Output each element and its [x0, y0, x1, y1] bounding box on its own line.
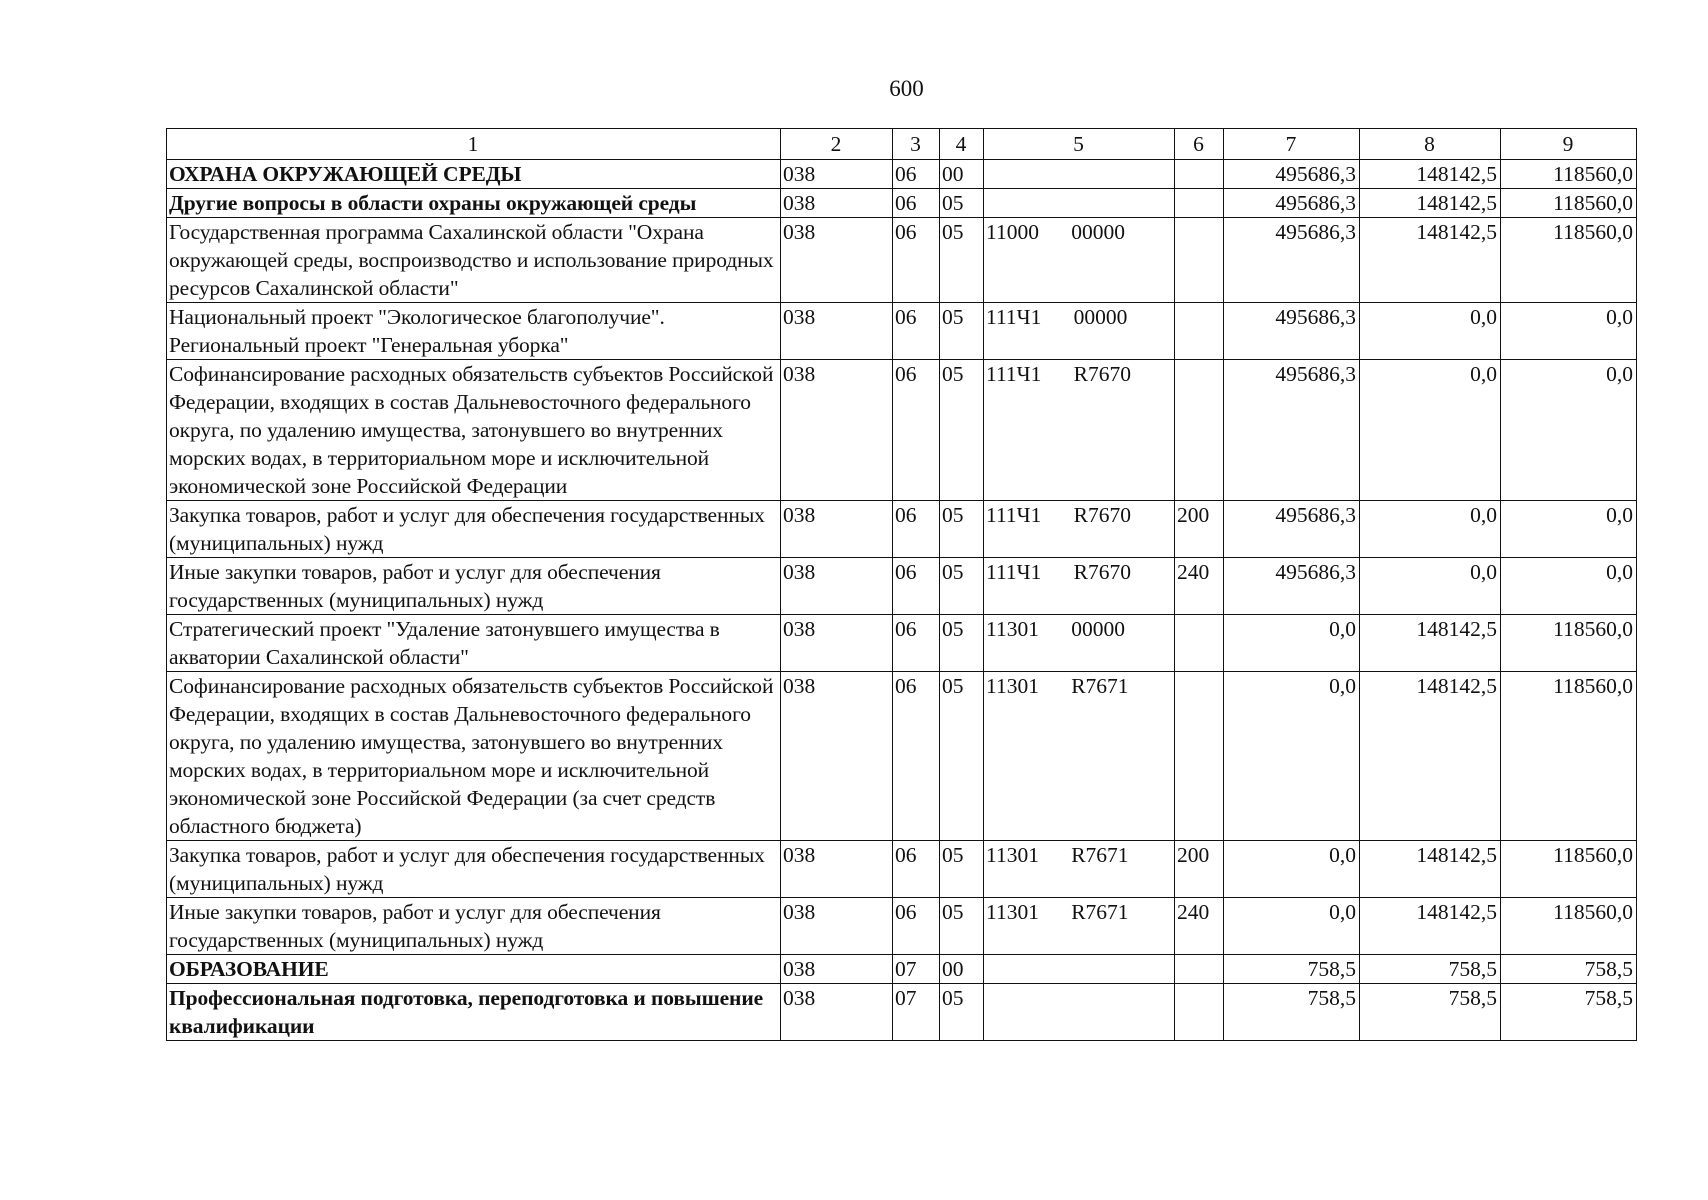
- row-subsection-cell: 05: [940, 360, 984, 501]
- row-year-1-value: 758,5: [1224, 955, 1360, 984]
- row-year-1-value: 758,5: [1224, 984, 1360, 1041]
- header-cell-year-3: 9: [1501, 129, 1637, 160]
- row-year-2-value: 148142,5: [1360, 160, 1501, 189]
- row-subsection-cell: 05: [940, 841, 984, 898]
- row-section-cell: 06: [893, 672, 940, 841]
- header-cell-section: 3: [893, 129, 940, 160]
- row-target-article-cell: [984, 955, 1175, 984]
- row-target-article-cell: [984, 189, 1175, 218]
- row-grbs-cell: 038: [781, 189, 893, 218]
- row-name-cell: ОХРАНА ОКРУЖАЮЩЕЙ СРЕДЫ: [167, 160, 781, 189]
- row-year-1-value: 495686,3: [1224, 360, 1360, 501]
- table-row: [167, 501, 1637, 558]
- row-year-3-value: 0,0: [1501, 558, 1637, 615]
- header-cell-target-article: 5: [984, 129, 1175, 160]
- table-row: [167, 984, 1637, 1041]
- table-row: [167, 841, 1637, 898]
- row-grbs-cell: 038: [781, 955, 893, 984]
- row-section-cell: 06: [893, 898, 940, 955]
- table-row: [167, 218, 1637, 303]
- row-section-cell: 06: [893, 841, 940, 898]
- row-grbs-cell: 038: [781, 558, 893, 615]
- row-year-3-value: 758,5: [1501, 984, 1637, 1041]
- table-row: [167, 303, 1637, 360]
- row-subsection-cell: 05: [940, 898, 984, 955]
- row-year-2-value: 148142,5: [1360, 898, 1501, 955]
- row-grbs-cell: 038: [781, 303, 893, 360]
- row-year-3-value: 0,0: [1501, 360, 1637, 501]
- row-expense-type-cell: 240: [1175, 558, 1224, 615]
- row-target-article-cell: 11301 R7671: [984, 672, 1175, 841]
- row-name-cell: Национальный проект "Экологическое благополучие". Региональный проект "Генеральная уборка": [167, 303, 781, 360]
- row-year-1-value: 495686,3: [1224, 218, 1360, 303]
- row-year-3-value: 118560,0: [1501, 672, 1637, 841]
- row-subsection-cell: 05: [940, 672, 984, 841]
- table-row: [167, 558, 1637, 615]
- table-row: [167, 898, 1637, 955]
- page-number: 600: [889, 76, 924, 101]
- row-year-1-value: 495686,3: [1224, 189, 1360, 218]
- row-grbs-cell: 038: [781, 615, 893, 672]
- row-year-3-value: 0,0: [1501, 303, 1637, 360]
- row-target-article-cell: 11000 00000: [984, 218, 1175, 303]
- row-name-cell: Иные закупки товаров, работ и услуг для обеспечения государственных (муниципальных) нужд: [167, 558, 781, 615]
- table-row: [167, 360, 1637, 501]
- header-cell-grbs: 2: [781, 129, 893, 160]
- row-subsection-cell: 00: [940, 955, 984, 984]
- table-row: [167, 672, 1637, 841]
- row-subsection-cell: 05: [940, 189, 984, 218]
- row-expense-type-cell: [1175, 615, 1224, 672]
- row-target-article-cell: 11301 R7671: [984, 841, 1175, 898]
- row-year-2-value: 0,0: [1360, 303, 1501, 360]
- row-section-cell: 06: [893, 558, 940, 615]
- table-body: [167, 160, 1637, 1041]
- header-cell-expense-type: 6: [1175, 129, 1224, 160]
- row-subsection-cell: 05: [940, 984, 984, 1041]
- row-section-cell: 06: [893, 160, 940, 189]
- table-row: [167, 189, 1637, 218]
- header-cell-year-2: 8: [1360, 129, 1501, 160]
- row-year-1-value: 0,0: [1224, 898, 1360, 955]
- row-section-cell: 06: [893, 303, 940, 360]
- row-year-2-value: 758,5: [1360, 984, 1501, 1041]
- row-target-article-cell: 111Ч1 R7670: [984, 558, 1175, 615]
- row-expense-type-cell: [1175, 303, 1224, 360]
- row-target-article-cell: 111Ч1 R7670: [984, 501, 1175, 558]
- row-year-3-value: 0,0: [1501, 501, 1637, 558]
- row-year-2-value: 148142,5: [1360, 218, 1501, 303]
- row-year-2-value: 148142,5: [1360, 615, 1501, 672]
- row-year-2-value: 148142,5: [1360, 841, 1501, 898]
- row-name-cell: ОБРАЗОВАНИЕ: [167, 955, 781, 984]
- row-year-2-value: 0,0: [1360, 360, 1501, 501]
- row-subsection-cell: 00: [940, 160, 984, 189]
- row-grbs-cell: 038: [781, 984, 893, 1041]
- row-section-cell: 06: [893, 189, 940, 218]
- row-section-cell: 07: [893, 984, 940, 1041]
- row-name-cell: Другие вопросы в области охраны окружающей среды: [167, 189, 781, 218]
- row-year-3-value: 758,5: [1501, 955, 1637, 984]
- row-name-cell: Профессиональная подготовка, переподготовка и повышение квалификации: [167, 984, 781, 1041]
- row-name-cell: Иные закупки товаров, работ и услуг для обеспечения государственных (муниципальных) нужд: [167, 898, 781, 955]
- row-year-3-value: 118560,0: [1501, 615, 1637, 672]
- row-expense-type-cell: [1175, 672, 1224, 841]
- header-row: [167, 129, 1637, 160]
- row-year-1-value: 495686,3: [1224, 501, 1360, 558]
- row-section-cell: 06: [893, 615, 940, 672]
- row-expense-type-cell: 200: [1175, 501, 1224, 558]
- row-grbs-cell: 038: [781, 360, 893, 501]
- row-target-article-cell: 11301 R7671: [984, 898, 1175, 955]
- table-row: [167, 160, 1637, 189]
- row-expense-type-cell: 200: [1175, 841, 1224, 898]
- row-target-article-cell: 11301 00000: [984, 615, 1175, 672]
- row-year-3-value: 118560,0: [1501, 160, 1637, 189]
- row-year-1-value: 0,0: [1224, 672, 1360, 841]
- table-row: [167, 615, 1637, 672]
- row-grbs-cell: 038: [781, 898, 893, 955]
- row-grbs-cell: 038: [781, 841, 893, 898]
- row-expense-type-cell: [1175, 360, 1224, 501]
- header-cell-year-1: 7: [1224, 129, 1360, 160]
- row-name-cell: Софинансирование расходных обязательств субъектов Российской Федерации, входящих в состав Дальневосточного федерального округа, по удалению имущества, затонувшего во внутренних морских водах, в территориальном море и исключительной экономической зоне Российской Федерации (за счет средств областного бюджета): [167, 672, 781, 841]
- header-cell-subsection: 4: [940, 129, 984, 160]
- row-year-2-value: 758,5: [1360, 955, 1501, 984]
- row-section-cell: 06: [893, 501, 940, 558]
- row-subsection-cell: 05: [940, 303, 984, 360]
- row-target-article-cell: [984, 984, 1175, 1041]
- row-year-1-value: 495686,3: [1224, 303, 1360, 360]
- row-grbs-cell: 038: [781, 218, 893, 303]
- row-year-2-value: 0,0: [1360, 558, 1501, 615]
- row-year-3-value: 118560,0: [1501, 898, 1637, 955]
- header-cell-name: 1: [167, 129, 781, 160]
- row-expense-type-cell: [1175, 218, 1224, 303]
- row-subsection-cell: 05: [940, 218, 984, 303]
- row-grbs-cell: 038: [781, 501, 893, 558]
- row-subsection-cell: 05: [940, 501, 984, 558]
- row-grbs-cell: 038: [781, 672, 893, 841]
- row-year-2-value: 148142,5: [1360, 672, 1501, 841]
- row-year-1-value: 0,0: [1224, 615, 1360, 672]
- row-subsection-cell: 05: [940, 615, 984, 672]
- row-expense-type-cell: [1175, 189, 1224, 218]
- row-year-3-value: 118560,0: [1501, 841, 1637, 898]
- row-name-cell: Софинансирование расходных обязательств субъектов Российской Федерации, входящих в состав Дальневосточного федерального округа, по удалению имущества, затонувшего во внутренних морских водах, в территориальном море и исключительной экономической зоне Российской Федерации: [167, 360, 781, 501]
- row-name-cell: Закупка товаров, работ и услуг для обеспечения государственных (муниципальных) нужд: [167, 841, 781, 898]
- row-expense-type-cell: [1175, 160, 1224, 189]
- row-year-1-value: 0,0: [1224, 841, 1360, 898]
- row-section-cell: 06: [893, 218, 940, 303]
- row-year-1-value: 495686,3: [1224, 558, 1360, 615]
- budget-table: [166, 128, 1637, 1041]
- row-section-cell: 07: [893, 955, 940, 984]
- row-section-cell: 06: [893, 360, 940, 501]
- row-expense-type-cell: 240: [1175, 898, 1224, 955]
- row-name-cell: Стратегический проект "Удаление затонувшего имущества в акватории Сахалинской области": [167, 615, 781, 672]
- row-subsection-cell: 05: [940, 558, 984, 615]
- row-name-cell: Государственная программа Сахалинской области "Охрана окружающей среды, воспроизводство и использование природных ресурсов Сахалинской области": [167, 218, 781, 303]
- row-target-article-cell: [984, 160, 1175, 189]
- table-row: [167, 955, 1637, 984]
- row-name-cell: Закупка товаров, работ и услуг для обеспечения государственных (муниципальных) нужд: [167, 501, 781, 558]
- row-expense-type-cell: [1175, 984, 1224, 1041]
- row-year-2-value: 0,0: [1360, 501, 1501, 558]
- row-grbs-cell: 038: [781, 160, 893, 189]
- row-year-3-value: 118560,0: [1501, 218, 1637, 303]
- row-year-1-value: 495686,3: [1224, 160, 1360, 189]
- row-expense-type-cell: [1175, 955, 1224, 984]
- row-year-2-value: 148142,5: [1360, 189, 1501, 218]
- row-year-3-value: 118560,0: [1501, 189, 1637, 218]
- row-target-article-cell: 111Ч1 R7670: [984, 360, 1175, 501]
- row-target-article-cell: 111Ч1 00000: [984, 303, 1175, 360]
